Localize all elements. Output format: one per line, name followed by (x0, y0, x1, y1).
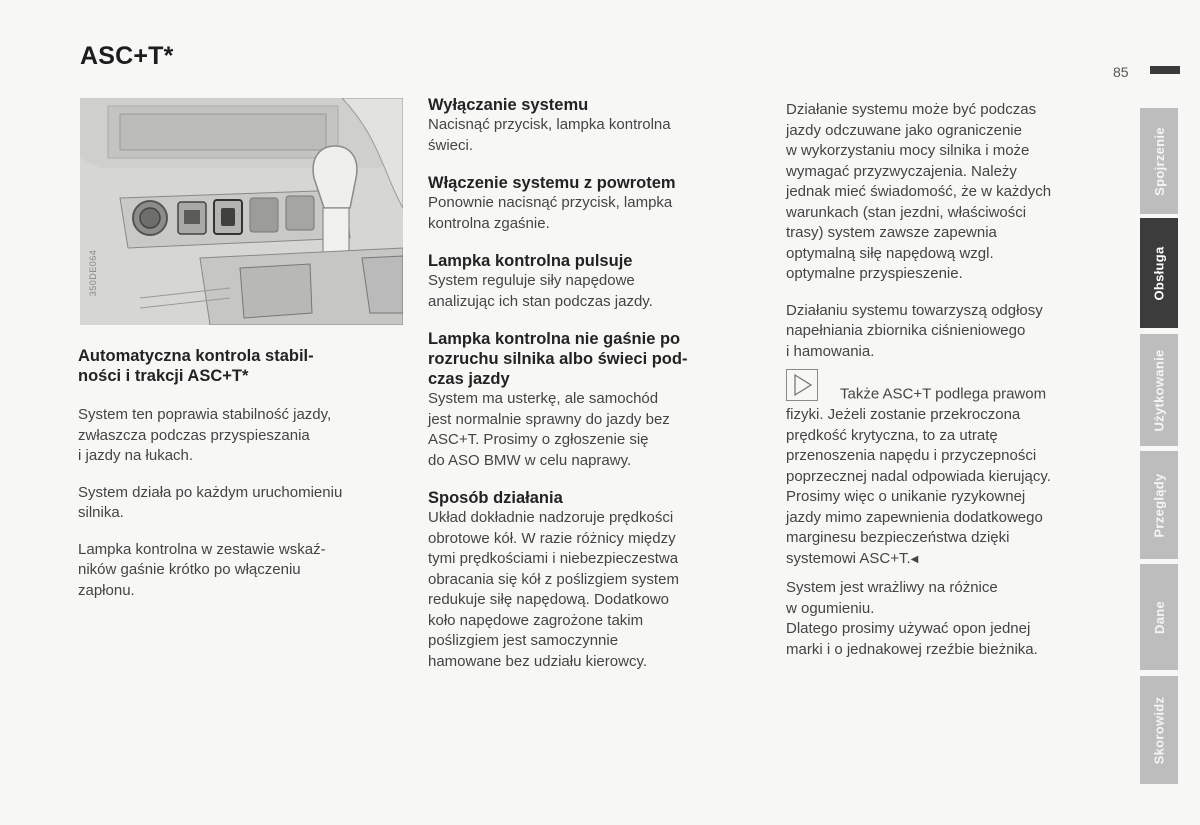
tab-label: Spojrzenie (1151, 126, 1167, 196)
end-mark-icon: ◀ (910, 553, 919, 565)
column-operation (428, 95, 758, 689)
notes-paragraph: Działanie systemu może być podczas jazdy odczuwane jako ograniczenie w wykorzystaniu mocy silnika i może wymagać przyzwyczajenia. Należy jednak mieć świadomość, że w każdych warunkach (stan jezdni, właściwości trasy) system zawsze zapewnia optymalną siłę napędową wzgl. optymalne przyspieszenie. (786, 101, 1052, 282)
page-number-bar (1150, 66, 1180, 74)
note-block (786, 373, 1126, 570)
column-intro (78, 346, 408, 617)
column-notes (786, 100, 1126, 660)
tab-label: Dane (1151, 600, 1167, 634)
notes-paragraph: System jest wrażliwy na różnice w ogumieniu. Dlatego prosimy używać opon jednej marki i o jednakowej rzeźbie bieżnika. (786, 579, 1038, 658)
section-lamp-fault (428, 329, 758, 471)
tab-label: Użytkowanie (1151, 348, 1167, 432)
section-text: System ma usterkę, ale samochód jest normalnie sprawny do jazdy bez ASC+T. Prosimy o zgłoszenie się do ASO BMW w celu naprawy. (428, 390, 670, 469)
page-number: 85 (1113, 64, 1129, 80)
tab-skorowidz[interactable] (1140, 676, 1178, 784)
section-switch-off (428, 95, 758, 156)
section-text: Ponownie nacisnąć przycisk, lampka kontrolna zgaśnie. (428, 194, 673, 232)
intro-paragraph: System działa po każdym uruchomieniu silnika. (78, 483, 343, 521)
tab-przeglady[interactable] (1140, 451, 1178, 559)
tab-label: Przeglądy (1151, 472, 1167, 538)
section-heading: Lampka kontrolna nie gaśnie po rozruchu silnika albo świeci pod- czas jazdy (428, 330, 688, 388)
note-first-line: Także ASC+T podlega prawom (840, 385, 1047, 403)
section-heading: Sposób działania (428, 489, 563, 507)
note-text: fizyki. Jeżeli zostanie przekroczona prędkość krytyczna, to za utratę przenoszenia napędu i przyczepności poprzecznej nadal odpowiada kierujący. Prosimy więc o unikanie ryzykownej jazdy mimo zapewnienia dodatkowego marginesu bezpieczeństwa dzięki systemowi ASC+T. (786, 406, 1051, 567)
section-heading: Lampka kontrolna pulsuje (428, 252, 633, 270)
section-text: System reguluje siły napędowe analizując ich stan podczas jazdy. (428, 272, 653, 310)
notes-paragraph: Działaniu systemu towarzyszą odgłosy napełniania zbiornika ciśnieniowego i hamowania. (786, 301, 1043, 360)
section-text: Układ dokładnie nadzoruje prędkości obrotowe kół. W razie różnicy między tymi prędkościami i niebezpieczestwa obracania się kół z poślizgiem system redukuje siłę napędową. Dodatkowo koło napędowe zagrożone takim poślizgiem jest samoczynnie hamowane bez udziału kierowcy. (428, 509, 679, 670)
tab-label: Obsługa (1151, 245, 1167, 301)
tab-dane[interactable] (1140, 564, 1178, 670)
tab-uzytkowanie[interactable] (1140, 334, 1178, 446)
console-drawing (80, 98, 403, 325)
tab-obsluga[interactable] (1140, 218, 1178, 328)
section-heading: Włączenie systemu z powrotem (428, 174, 676, 192)
section-lamp-pulsing (428, 251, 758, 312)
note-triangle-icon (786, 369, 818, 401)
intro-heading: Automatyczna kontrola stabil- ności i trakcji ASC+T* (78, 347, 314, 385)
page-title: ASC+T* (80, 42, 174, 70)
section-switch-on (428, 173, 758, 234)
intro-paragraph: System ten poprawia stabilność jazdy, zwłaszcza podczas przyspieszania i jazdy na łukach. (78, 406, 332, 464)
illustration-code: 350DE064 (88, 249, 98, 297)
center-console-illustration (80, 98, 403, 325)
tab-label: Skorowidz (1151, 696, 1167, 764)
section-text: Nacisnąć przycisk, lampka kontrolna świeci. (428, 116, 671, 154)
section-how-it-works (428, 488, 758, 672)
note-body (786, 405, 1126, 570)
section-heading: Wyłączanie systemu (428, 96, 589, 114)
tab-spojrzenie[interactable] (1140, 108, 1178, 214)
intro-paragraph: Lampka kontrolna w zestawie wskaź- ników gaśnie krótko po włączeniu zapłonu. (78, 540, 326, 599)
